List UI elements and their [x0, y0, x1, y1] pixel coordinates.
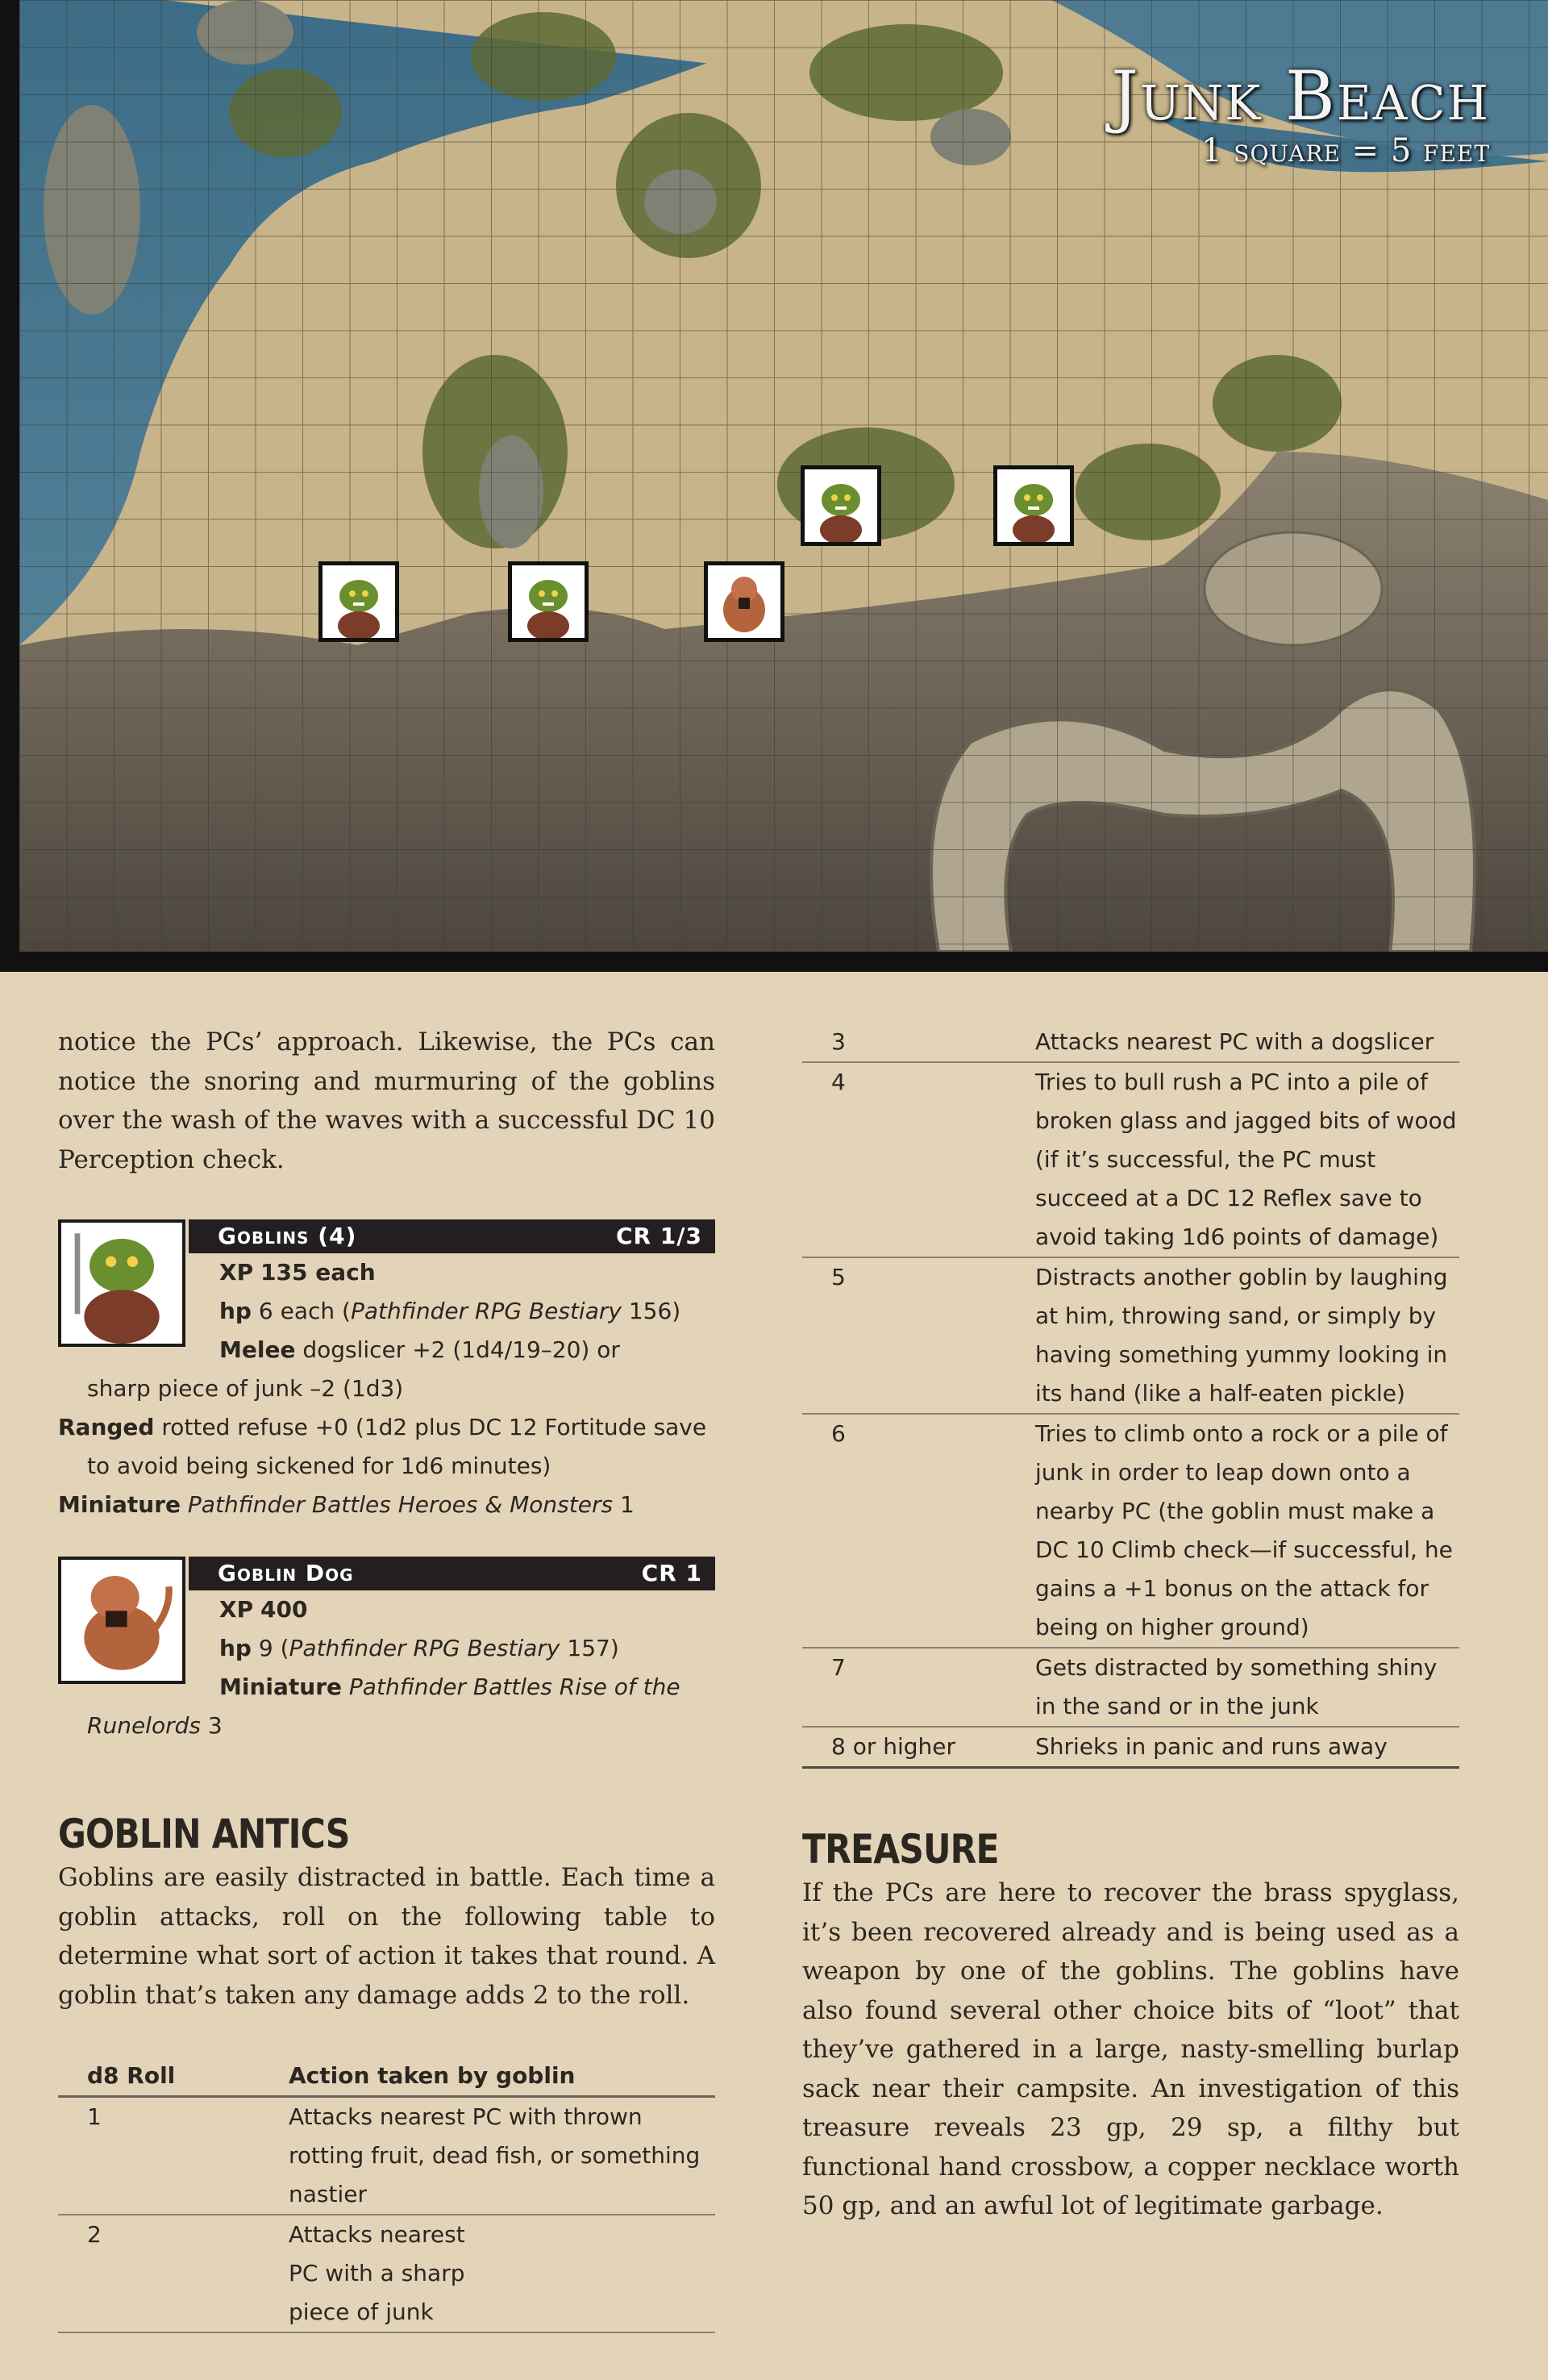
col-d8-roll: d8 Roll — [58, 2057, 289, 2097]
antics-heading: GOBLIN ANTICS — [58, 1811, 350, 1857]
goblin-token-2[interactable] — [508, 561, 589, 642]
goblins-name: Goblins (4) — [218, 1222, 357, 1249]
goblin-dog-name: Goblin Dog — [218, 1559, 354, 1586]
goblins-header-bar — [189, 1219, 715, 1253]
antics-table-header — [58, 2057, 715, 2097]
antics-paragraph: Goblins are easily distracted in battle. Each time a goblin attacks, roll on the following table to determine what sort of action it takes that round. A goblin that’s taken any damage adds 2 to the roll. — [58, 1863, 715, 2010]
goblin-token-3[interactable] — [801, 465, 881, 546]
goblin-dog-hp: hp 9 (Pathfinder RPG Bestiary 157) — [219, 1635, 619, 1661]
col-action: Action taken by goblin — [289, 2057, 715, 2097]
table-row: 6 Tries to climb onto a rock or a pile of junk in order to leap down onto a nearby PC (the goblin must make a DC 10 Climb check—if successful, he gains a +1 bonus on the attack for being on higher ground) — [802, 1414, 1459, 1648]
goblins-xp: XP 135 each — [219, 1259, 376, 1286]
goblin-dog-miniature: Miniature Pathfinder Battles Rise of the — [219, 1674, 680, 1700]
goblin-dog-cr: CR 1 — [641, 1559, 702, 1586]
goblin-dog-token[interactable] — [704, 561, 784, 642]
goblin-dog-miniature-cont: Runelords 3 — [87, 1712, 223, 1739]
right-column — [802, 1023, 1459, 2226]
goblins-cr: CR 1/3 — [615, 1222, 702, 1249]
table-row: 5 Distracts another goblin by laughing at him, throwing sand, or simply by having something yummy looking in its hand (like a half-eaten pickle) — [802, 1257, 1459, 1414]
goblin-dog-portrait — [58, 1557, 185, 1684]
antics-table-part-1 — [58, 2057, 715, 2333]
table-row: 7 Gets distracted by something shiny in the sand or in the junk — [802, 1648, 1459, 1727]
table-row: 4 Tries to bull rush a PC into a pile of broken glass and jagged bits of wood (if it’s successful, the PC must succeed at a DC 12 Reflex save to avoid taking 1d6 points of damage) — [802, 1062, 1459, 1257]
goblins-hp: hp 6 each (Pathfinder RPG Bestiary 156) — [219, 1298, 681, 1324]
goblins-ranged: Ranged rotted refuse +0 (1d2 plus DC 12 Fortitude save to avoid being sickened for 1d6 minutes) — [58, 1414, 707, 1479]
goblins-melee: Melee dogslicer +2 (1d4/19–20) or — [219, 1336, 620, 1363]
table-row: 1 Attacks nearest PC with thrown rotting fruit, dead fish, or something nastier — [58, 2097, 715, 2215]
goblins-melee-cont: sharp piece of junk –2 (1d3) — [87, 1375, 404, 1402]
goblin-dog-header-bar — [189, 1557, 715, 1590]
left-column — [58, 1023, 715, 2333]
antics-table-part-2 — [802, 1023, 1459, 1769]
table-row: 2 Attacks nearest PC with a sharp piece of junk — [58, 2215, 715, 2332]
map-title-block — [1111, 56, 1490, 169]
treasure-heading: TREASURE — [802, 1826, 999, 1873]
table-row: 3 Attacks nearest PC with a dogslicer — [802, 1023, 1459, 1062]
map-title: Junk Beach — [1111, 56, 1490, 135]
goblins-stat-block — [58, 1219, 715, 1524]
table-row: 8 or higher Shrieks in panic and runs away — [802, 1727, 1459, 1768]
intro-paragraph: notice the PCs’ approach. Likewise, the PCs can notice the snoring and murmuring of the goblins over the wash of the waves with a successful DC 10 Perception check. — [58, 1027, 715, 1174]
goblin-portrait — [58, 1219, 185, 1347]
map-scale: 1 square = 5 feet — [1201, 132, 1490, 169]
goblin-dog-stat-block — [58, 1557, 715, 1745]
goblin-token-4[interactable] — [993, 465, 1074, 546]
battle-map — [0, 0, 1548, 972]
treasure-paragraph: If the PCs are here to recover the brass spyglass, it’s been recovered already and is being used as a weapon by one of the goblins. The goblins have also found several other choice bits of “loot” that they’ve gathered in a large, nasty-smelling burlap sack near their campsite. An investigation of this treasure reveals 23 gp, 29 sp, a filthy but functional hand crossbow, a copper necklace worth 50 gp, and an awful lot of legitimate garbage. — [802, 1878, 1459, 2220]
goblin-token-1[interactable] — [318, 561, 399, 642]
goblins-miniature: Miniature Pathfinder Battles Heroes & Monsters 1 — [58, 1491, 635, 1518]
goblin-dog-xp: XP 400 — [219, 1596, 308, 1623]
